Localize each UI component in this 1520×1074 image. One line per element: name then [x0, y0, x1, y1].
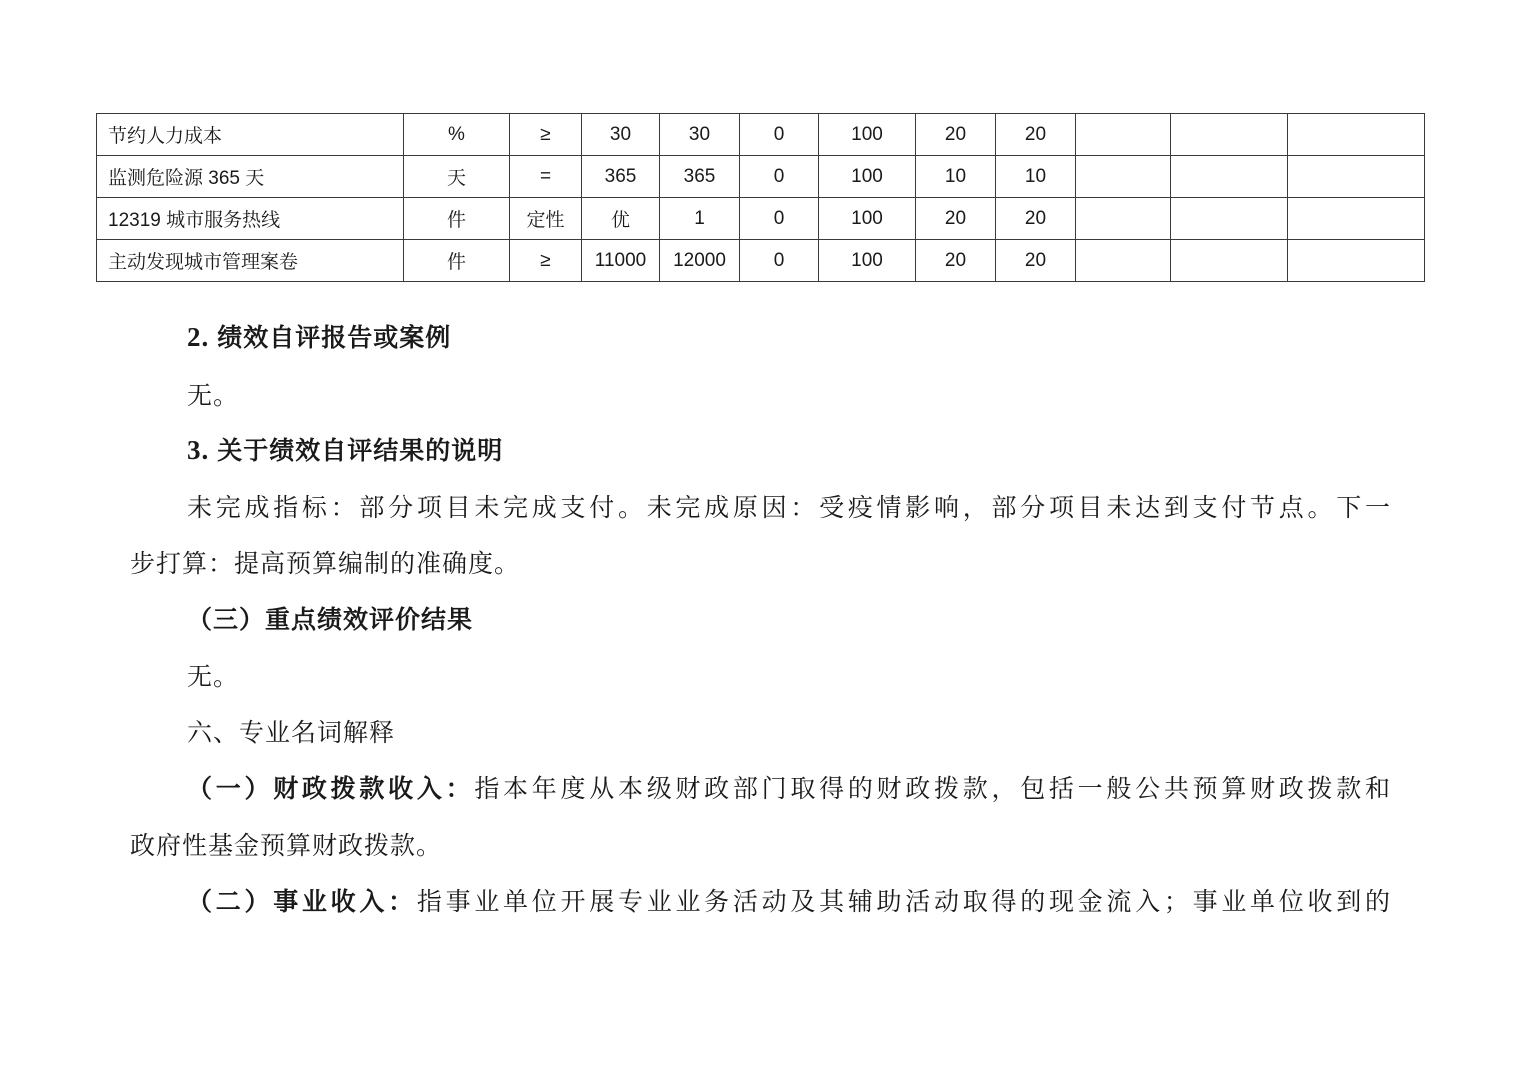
definition-term: （二）事业收入： — [187, 887, 417, 916]
definition-text: 指本年度从本级财政部门取得的财政拨款，包括一般公共预算财政拨款和 — [474, 774, 1391, 803]
section-2-body: 无。 — [187, 381, 240, 410]
actual-value-cell: 12000 — [660, 240, 740, 282]
section-heading-2 — [187, 318, 451, 354]
table-cell: 100 — [819, 114, 916, 156]
section-number: 2. — [187, 322, 210, 352]
table-cell: 10 — [996, 156, 1076, 198]
performance-indicator-table — [96, 113, 1425, 282]
table-cell — [1288, 114, 1425, 156]
table-cell: 100 — [819, 240, 916, 282]
table-cell: 0 — [740, 114, 819, 156]
table-cell — [1288, 198, 1425, 240]
section-title: 关于绩效自评结果的说明 — [217, 436, 504, 465]
definition-text: 指事业单位开展专业业务活动及其辅助活动取得的现金流入；事业单位收到的 — [416, 887, 1391, 916]
section-heading-3 — [187, 431, 503, 467]
indicator-name-cell: 主动发现城市管理案卷 — [97, 240, 404, 282]
table-cell — [1076, 198, 1171, 240]
section-3-paragraph-line: 未完成指标：部分项目未完成支付。未完成原因：受疫情影响，部分项目未达到支付节点。下一 — [187, 493, 1391, 522]
unit-cell: 件 — [404, 240, 510, 282]
table-row — [97, 240, 1425, 282]
table-cell: 100 — [819, 198, 916, 240]
table-row — [97, 114, 1425, 156]
operator-cell: = — [510, 156, 582, 198]
operator-cell: ≥ — [510, 114, 582, 156]
table-cell: 20 — [996, 198, 1076, 240]
definition-1-line — [187, 769, 1391, 805]
key-evaluation-heading: （三）重点绩效评价结果 — [187, 605, 474, 634]
actual-value-cell: 30 — [660, 114, 740, 156]
table-cell: 10 — [916, 156, 996, 198]
unit-cell: % — [404, 114, 510, 156]
table-cell — [1076, 240, 1171, 282]
table-cell: 0 — [740, 156, 819, 198]
table-cell — [1171, 114, 1288, 156]
table-cell — [1288, 240, 1425, 282]
operator-cell: 定性 — [510, 198, 582, 240]
section-number: 3. — [187, 435, 210, 465]
target-value-cell: 11000 — [582, 240, 660, 282]
definition-term: （一）财政拨款收入： — [187, 774, 475, 803]
table-cell: 20 — [916, 114, 996, 156]
table-row — [97, 156, 1425, 198]
indicator-name-cell: 12319 城市服务热线 — [97, 198, 404, 240]
table-cell: 20 — [996, 114, 1076, 156]
definition-2-line — [187, 882, 1391, 918]
target-value-cell: 365 — [582, 156, 660, 198]
section-title: 绩效自评报告或案例 — [217, 323, 452, 352]
table-cell: 0 — [740, 240, 819, 282]
indicator-name-cell: 监测危险源 365 天 — [97, 156, 404, 198]
definition-1-line: 政府性基金预算财政拨款。 — [130, 831, 443, 860]
table-row — [97, 198, 1425, 240]
glossary-heading: 六、专业名词解释 — [187, 718, 396, 747]
table-cell — [1076, 114, 1171, 156]
table-cell — [1171, 198, 1288, 240]
actual-value-cell: 1 — [660, 198, 740, 240]
target-value-cell: 30 — [582, 114, 660, 156]
section-3-paragraph-line: 步打算：提高预算编制的准确度。 — [130, 549, 521, 578]
table-cell: 20 — [916, 198, 996, 240]
target-value-cell: 优 — [582, 198, 660, 240]
actual-value-cell: 365 — [660, 156, 740, 198]
table-cell — [1076, 156, 1171, 198]
table-body — [97, 114, 1425, 282]
unit-cell: 天 — [404, 156, 510, 198]
table-cell — [1171, 240, 1288, 282]
key-evaluation-body: 无。 — [187, 662, 240, 691]
indicator-name-cell: 节约人力成本 — [97, 114, 404, 156]
unit-cell: 件 — [404, 198, 510, 240]
table-cell: 0 — [740, 198, 819, 240]
table-cell: 20 — [996, 240, 1076, 282]
operator-cell: ≥ — [510, 240, 582, 282]
table-cell: 100 — [819, 156, 916, 198]
table-cell — [1288, 156, 1425, 198]
table-cell — [1171, 156, 1288, 198]
table-cell: 20 — [916, 240, 996, 282]
